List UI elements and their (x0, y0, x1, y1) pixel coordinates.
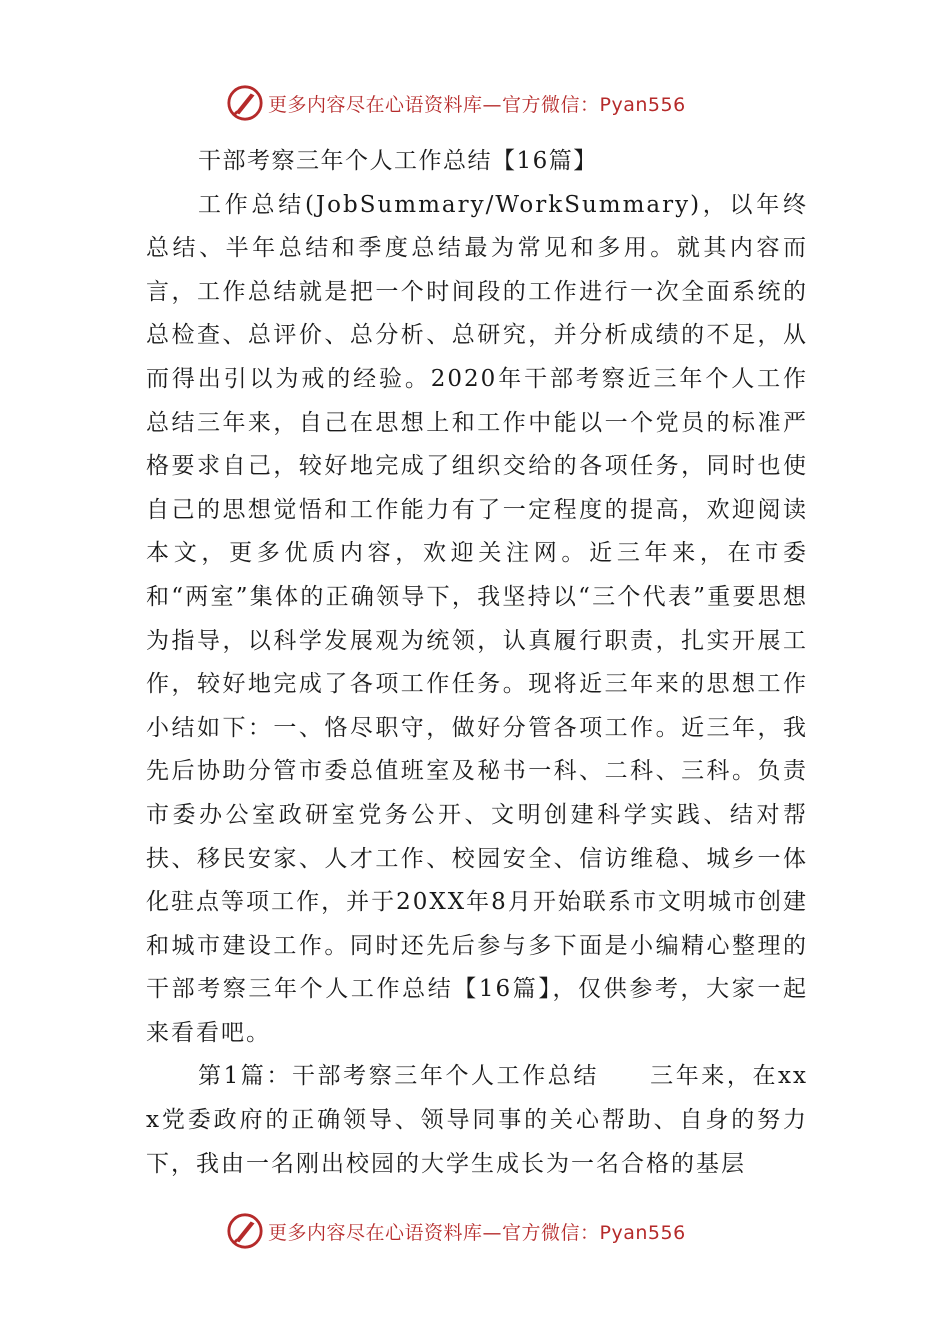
watermark-text: 更多内容尽在心语资料库—官方微信：Pyan556 (268, 1221, 686, 1244)
paragraph: 第1篇：干部考察三年个人工作总结 三年来，在xxx党委政府的正确领导、领导同事的关心帮助、自身的努力下，我由一名刚出校园的大学生成长为一名合格的基层 (146, 1063, 808, 1177)
quill-logo-icon (226, 1212, 264, 1250)
quill-logo-icon (226, 84, 264, 122)
document-title: 干部考察三年个人工作总结【16篇】 (198, 148, 598, 174)
document-body (146, 140, 808, 1186)
watermark-header (226, 83, 686, 123)
paragraph: 工作总结(JobSummary/WorkSummary)，以年终总结、半年总结和季度总结最为常见和多用。就其内容而言，工作总结就是把一个时间段的工作进行一次全面系统的总检查、总评价、总分析、总研究，并分析成绩的不足，从而得出引以为戒的经验。2020年干部考察近三年个人工作总结三年来，自己在思想上和工作中能以一个党员的标准严格要求自己，较好地完成了组织交给的各项任务，同时也使自己的思想觉悟和工作能力有了一定程度的提高，欢迎阅读本文，更多优质内容，欢迎关注网。近三年来，在市委和“两室”集体的正确领导下，我坚持以“三个代表”重要思想为指导，以科学发展观为统领，认真履行职责，扎实开展工作，较好地完成了各项工作任务。现将近三年来的思想工作小结如下：一、恪尽职守，做好分管各项工作。近三年，我先后协助分管市委总值班室及秘书一科、二科、三科。负责市委办公室政研室党务公开、文明创建科学实践、结对帮扶、移民安家、人才工作、校园安全、信访维稳、城乡一体化驻点等项工作，并于20XX年8月开始联系市文明城市创建和城市建设工作。同时还先后参与多下面是小编精心整理的干部考察三年个人工作总结【16篇】，仅供参考，大家一起来看看吧。 (146, 191, 808, 1046)
watermark-text: 更多内容尽在心语资料库—官方微信：Pyan556 (268, 93, 686, 116)
watermark-footer (226, 1211, 686, 1251)
